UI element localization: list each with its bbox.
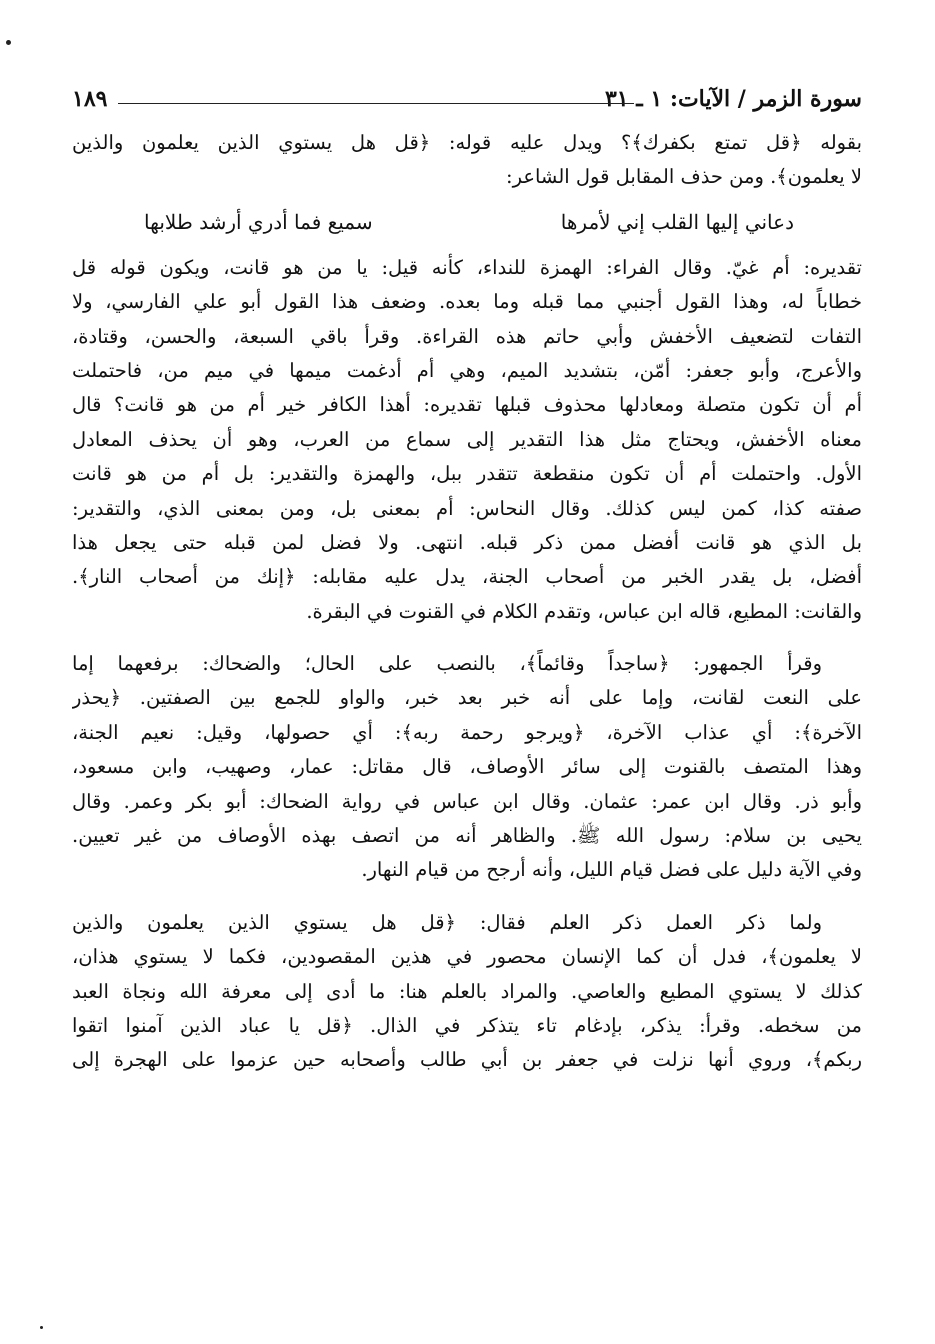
text-line: والقانت: المطيع، قاله ابن عباس، وتقدم الكلام في القنوت في البقرة. <box>306 599 862 623</box>
header-title: سورة الزمر / الآيات: ١ ـ ٣١ <box>604 86 862 112</box>
verse-second-hemistich: سميع فما أدري أرشد طلابها <box>144 209 373 234</box>
text-line: ربكم﴾، وروي أنها نزلت في جعفر بن أبي طالب وأصحابه حين عزموا على الهجرة إلى <box>72 1048 862 1072</box>
text-line: كذلك لا يستوي المطيع والعاصي. والمراد بالعلم هنا: ما أدى إلى معرفة الله ونجاة العبد <box>72 979 862 1003</box>
poetry-verse <box>72 199 862 247</box>
running-header <box>72 82 862 116</box>
text-line: وأبو ذر. وقال ابن عمر: عثمان. وقال ابن عباس في رواية الضحاك: أبو بكر وعمر. وقال <box>72 789 862 813</box>
scan-dot-bottom <box>40 1326 43 1329</box>
text-line: تقديره: أم غيّ. وقال الفراء: الهمزة للنداء، كأنه قيل: يا من هو قانت، ويكون قوله قل <box>72 255 862 279</box>
text-line: معناه الأخفش، ويحتاج مثل هذا التقدير إلى سماع من العرب، وهو أن يحذف المعادل <box>72 427 862 451</box>
text-line: على النعت لقانت، وإما على أنه خبر بعد خبر، والواو للجمع بين الصفتين. ﴿يحذر <box>72 686 862 710</box>
text-line: وفي الآية دليل على فضل قيام الليل، وأنه أرجح من قيام النهار. <box>361 858 862 882</box>
paragraph-gap <box>72 888 862 906</box>
text-line: بل الذي هو قانت أفضل ممن ذكر قبله. انتهى. ولا فضل لمن قبله حتى يجعل هذا <box>72 530 862 554</box>
text-line: والأعرج، وأبو جعفر: أمّن، بتشديد الميم، وهي أم أدغمت ميمها في ميم من، فاحتملت <box>72 358 862 382</box>
text-line: الآخرة﴾: أي عذاب الآخرة، ﴿ويرجو رحمة ربه﴾: أي حصولها، وقيل: نعيم الجنة، <box>72 720 862 744</box>
text-line: لا يعلمون﴾، فدل أن كما الإنسان محصور في هذين المقصودين، فكما لا يستوي هذان، <box>72 945 862 969</box>
paragraph-2 <box>72 251 862 629</box>
text-line: ولما ذكر العمل ذكر العلم فقال: ﴿قل هل يستوي الذين يعلمون والذين <box>72 910 822 934</box>
paragraph-gap <box>72 629 862 647</box>
text-line: وهذا المتصف بالقنوت إلى سائر الأوصاف، قال مقاتل: عمار، وصهيب، وابن مسعود، <box>72 755 862 779</box>
verse-first-hemistich: دعاني إليها القلب إني لأمرها <box>560 209 794 234</box>
text-line: يحيى بن سلام: رسول الله ﷺ. والظاهر أنه من اتصف بهذه الأوصاف من غير تعيين. <box>72 824 862 848</box>
header-rule <box>118 103 634 104</box>
text-line: أم أن تكون متصلة ومعادلها محذوف قبلها تقديره: أهذا الكافر خير أم من هو قانت؟ قال <box>72 393 862 417</box>
page-number: ١٨٩ <box>72 86 108 112</box>
text-line: صفته كذا، كمن ليس كذلك. وقال النحاس: أم بمعنى بل، ومن بمعنى الذي، والتقدير: <box>72 496 862 520</box>
paragraph-3 <box>72 647 862 888</box>
text-line: بقوله ﴿قل تمتع بكفرك﴾؟ ويدل عليه قوله: ﴿قل هل يستوي الذين يعلمون والذين <box>72 131 862 154</box>
paragraph-1 <box>72 126 862 195</box>
text-line: من سخطه. وقرأ: يذكر، بإدغام تاء يتذكر في الذال. ﴿قل يا عباد الذين آمنوا اتقوا <box>72 1013 862 1037</box>
text-line: أفضل، بل يقدر الخبر من أصحاب الجنة، يدل عليه مقابله: ﴿إنك من أصحاب النار﴾. <box>72 565 862 589</box>
text-line: وقرأ الجمهور: ﴿ساجداً وقائماً﴾، بالنصب على الحال؛ والضحاك: برفعهما إما <box>72 652 822 676</box>
text-line: لا يعلمون﴾. ومن حذف المقابل قول الشاعر: <box>506 165 862 189</box>
text-line: التفات لتضعيف الأخفش وأبي حاتم هذه القراءة. وقرأ باقي السبعة، والحسن، وقتادة، <box>72 324 862 348</box>
text-line: خطاباً له، وهذا القول أجنبي مما قبله وما بعده. وضعف هذا القول أبو علي الفارسي، ولا <box>72 290 862 314</box>
book-page <box>72 82 862 1322</box>
scan-dot-top <box>6 40 11 45</box>
paragraph-4 <box>72 906 862 1078</box>
page-body <box>72 126 862 1078</box>
text-line: الأول. واحتملت أم أن تكون منقطعة تتقدر ببل، والهمزة والتقدير: بل أم من هو قانت <box>72 462 862 486</box>
